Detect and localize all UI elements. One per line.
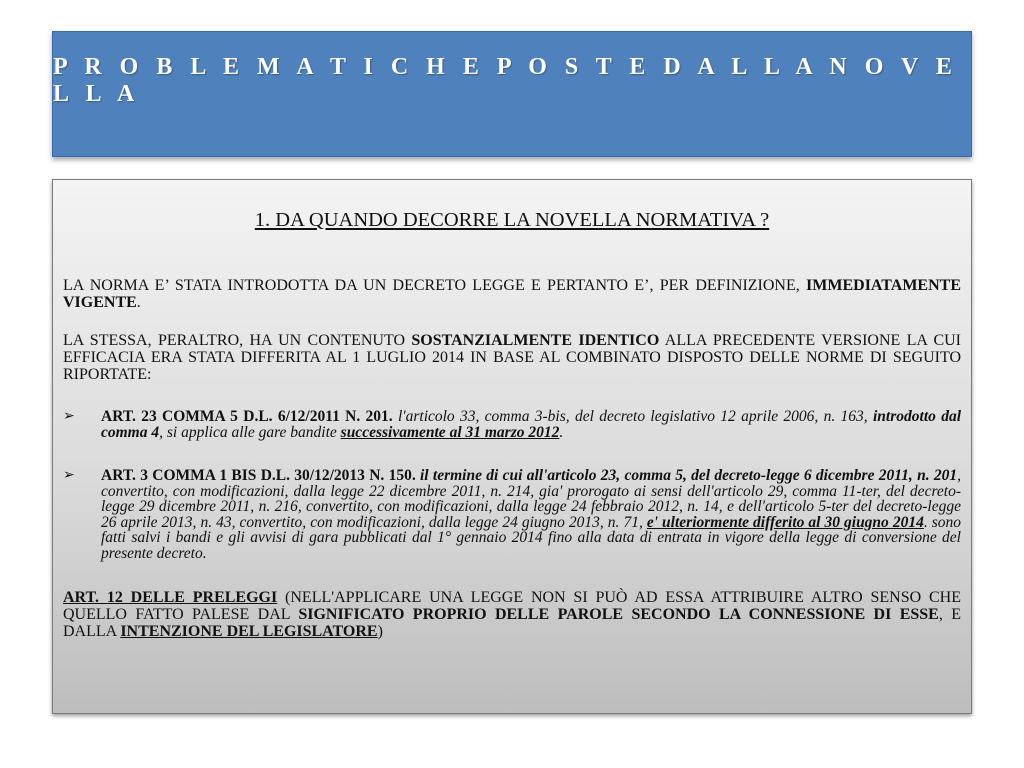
paragraph-stessa-emphasis: SOSTANZIALMENTE IDENTICO [411, 332, 660, 349]
bullet-art-23 [63, 409, 961, 440]
bullet-art-3-emphasis: il termine di cui all'articolo 23, comma 5, del decreto-legge 6 dicembre 2011, n. 201 [415, 467, 958, 484]
arrow-bullet-icon: ➢ [63, 467, 75, 483]
paragraph-norma-emphasis: IMMEDIATAMENTE VIGENTE [63, 277, 961, 311]
bullet-art-23-end: . [559, 423, 564, 441]
paragraph-preleggi-text2: , E DALLA [63, 606, 961, 640]
paragraph-norma-end: . [136, 294, 141, 311]
bullet-art-3-ref: ART. 3 COMMA 1 BIS D.L. 30/12/2013 N. 150. [101, 467, 416, 484]
paragraph-stessa-text2: ALLA PRECEDENTE VERSIONE LA CUI EFFICACIA ERA STATA DIFFERITA AL 1 LUGLIO 2014 IN BASE AL COMBINATO DISPOSTO DELLE NORME DI SEGUITO RIPORTATE: [63, 332, 961, 383]
section-heading: 1. DA QUANDO DECORRE LA NOVELLA NORMATIVA ? [254, 209, 770, 231]
arrow-bullet-icon: ➢ [63, 408, 75, 424]
paragraph-norma [63, 277, 961, 311]
bullet-art-3-text2: . sono fatti salvi i bandi e gli avvisi di gara pubblicati dal 1° gennaio 2014 fino alla data di entrata in vigore della legge di conversione del presente decreto. [101, 513, 961, 562]
bullet-art-3-deadline: e' ulteriormente differito al 30 giugno 2014 [646, 513, 924, 531]
content-panel [52, 179, 972, 714]
paragraph-norma-text: LA NORMA E’ STATA INTRODOTTA DA UN DECRETO LEGGE E PERTANTO E’, PER DEFINIZIONE, [63, 277, 807, 294]
paragraph-preleggi-ref: ART. 12 DELLE PRELEGGI [63, 589, 278, 606]
paragraph-stessa-text1: LA STESSA, PERALTRO, HA UN CONTENUTO [63, 332, 412, 349]
paragraph-preleggi [63, 589, 961, 640]
bullet-art-23-text1: l'articolo 33, comma 3-bis, del decreto legislativo 12 aprile 2006, n. 163, [392, 408, 873, 425]
bullet-art-23-ref: ART. 23 COMMA 5 D.L. 6/12/2011 N. 201. [101, 408, 393, 425]
title-banner [52, 31, 972, 157]
paragraph-stessa [63, 332, 961, 383]
paragraph-preleggi-text1: (NELL'APPLICARE UNA LEGGE NON SI PUÒ AD ESSA ATTRIBUIRE ALTRO SENSO CHE QUELLO FATTO PALESE DAL [63, 589, 962, 623]
bullet-art-23-deadline: successivamente al 31 marzo 2012 [340, 423, 560, 441]
bullet-art-3-text1: , convertito, con modificazioni, dalla legge 22 dicembre 2011, n. 214, gia' prorogato ai sensi dell'articolo 29, comma 11-ter, del decreto-legge 29 dicembre 2011, n. 216, convertito, con modificazioni, dalla legge 24 febbraio 2012, n. 14, e dell'articolo 5-ter del decreto-legge 26 aprile 2013, n. 43, convertito, con modificazioni, dalla legge 24 giugno 2013, n. 71, [101, 467, 961, 531]
bullet-art-3 [63, 468, 961, 561]
bullet-art-23-text2: , si applica alle gare bandite [159, 423, 341, 441]
paragraph-preleggi-end: ) [377, 623, 383, 640]
bullet-art-23-emphasis: introdotto dal comma 4 [101, 408, 961, 441]
slide-title: P R O B L E M A T I C H E P O S T E D A L L A N O V E L L A [53, 54, 958, 107]
paragraph-preleggi-intention: INTENZIONE DEL LEGISLATORE [120, 623, 378, 640]
paragraph-preleggi-emphasis: SIGNIFICATO PROPRIO DELLE PAROLE SECONDO LA CONNESSIONE DI ESSE [298, 606, 939, 623]
